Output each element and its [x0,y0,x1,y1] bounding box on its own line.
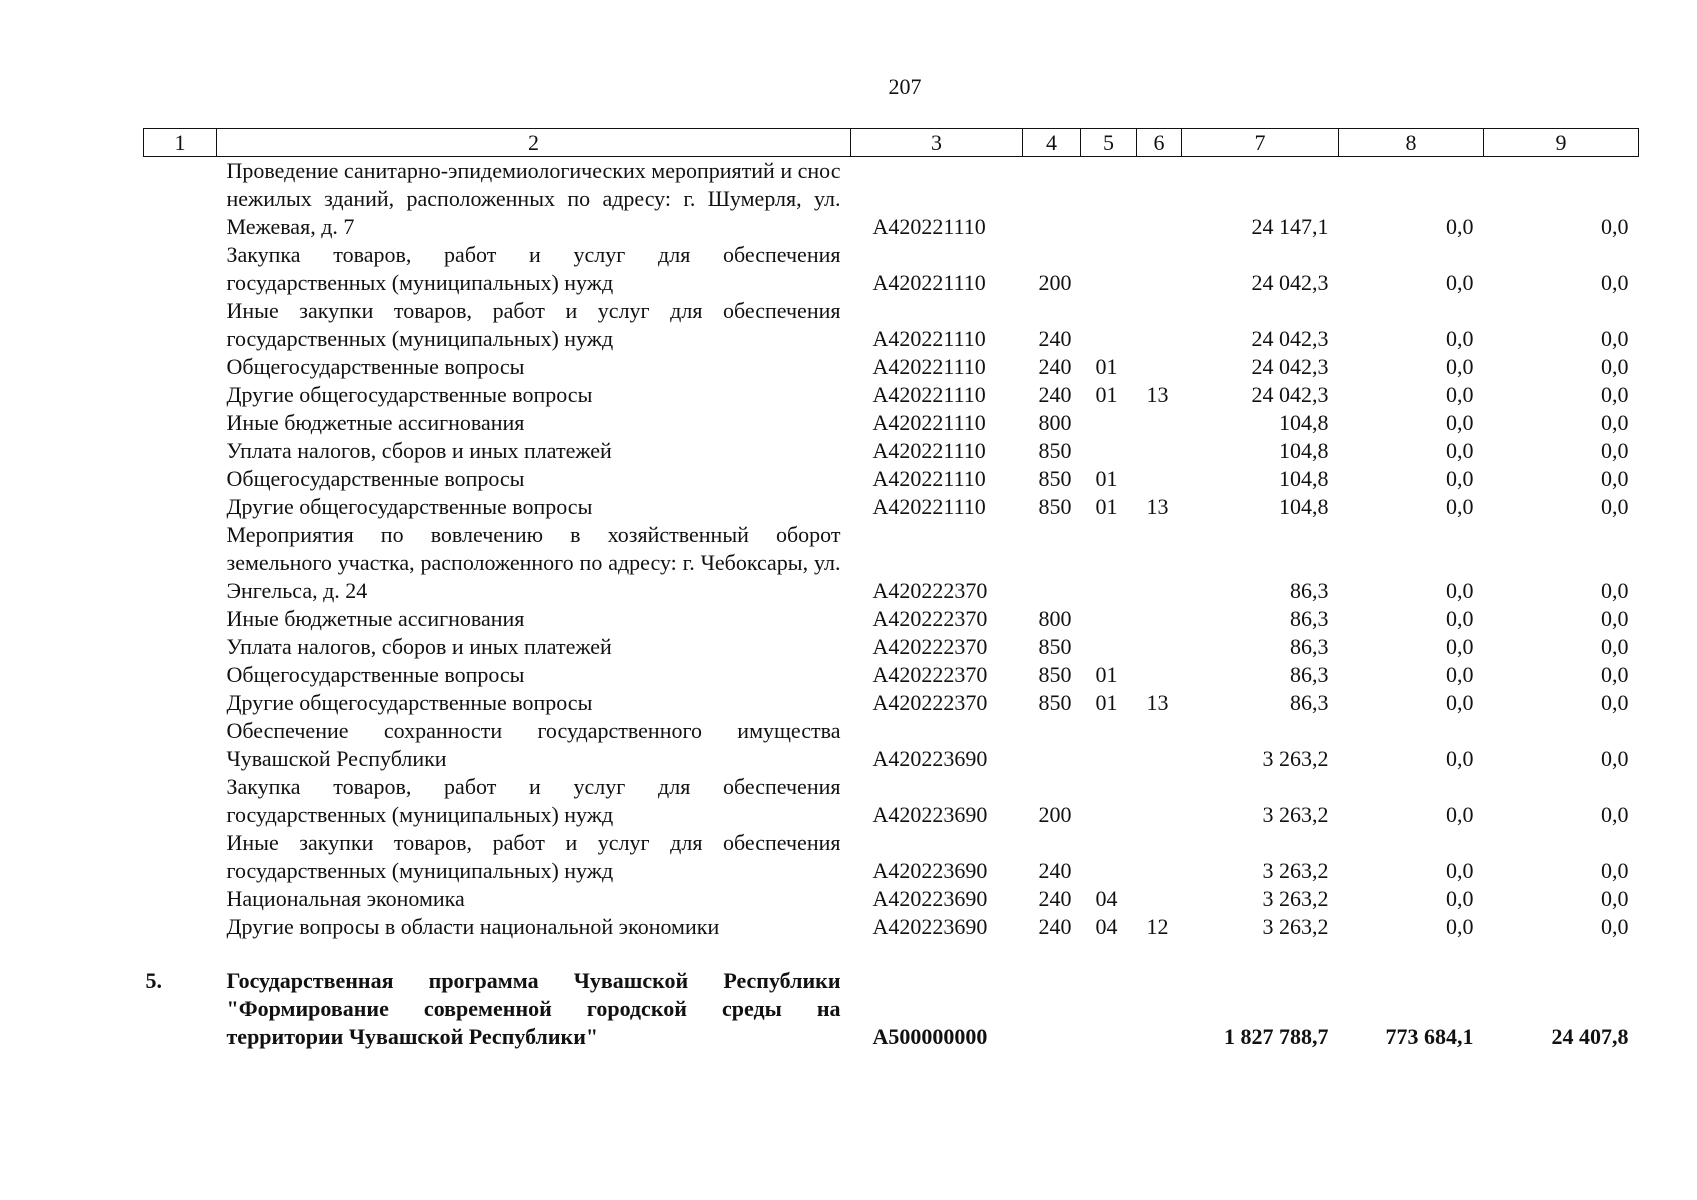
row-rz [1081,773,1137,829]
row-value-9: 0,0 [1601,438,1629,463]
row-value-7: 24 147,1 [1251,214,1329,239]
table-row [144,493,1639,521]
row-pr [1137,885,1182,913]
row-pr [1137,297,1182,353]
row-number [144,297,217,353]
row-value-9: 0,0 [1601,494,1629,519]
row-value-8: 0,0 [1446,634,1474,659]
spacer-row [144,941,1639,967]
table-row [144,297,1639,353]
row-code: A420223690 [872,914,988,939]
row-name: Уплата налогов, сборов и иных платежей [226,438,612,463]
row-code: A420223690 [872,858,988,883]
table-header [144,129,1639,157]
row-vr [1023,157,1081,242]
row-pr [1137,437,1182,465]
row-code: A420221110 [872,214,986,239]
table-row [144,381,1639,409]
row-value-7: 104,8 [1279,494,1329,519]
row-vr: 200 [1038,270,1072,295]
program-row [144,967,1639,1051]
row-name: Иные бюджетные ассигнования [226,606,525,631]
row-value-9: 0,0 [1601,914,1629,939]
table-row [144,913,1639,941]
row-name: Закупка товаров, работ и услуг для обеспечения государственных (муниципальных) нужд [226,774,841,827]
row-pr [1137,409,1182,437]
row-vr [1023,521,1081,605]
row-name: Другие общегосударственные вопросы [226,690,593,715]
row-pr [1137,353,1182,381]
column-header-9: 9 [1484,129,1639,157]
row-value-9: 0,0 [1601,326,1629,351]
row-vr: 240 [1038,326,1072,351]
row-code: A420222370 [872,634,988,659]
row-value-9: 0,0 [1601,214,1629,239]
table-row [144,829,1639,885]
table-row [144,409,1639,437]
row-number [144,885,217,913]
row-name: Закупка товаров, работ и услуг для обеспечения государственных (муниципальных) нужд [226,242,841,295]
program-number: 5. [145,968,162,993]
row-rz: 01 [1095,662,1118,687]
program-vr [1023,967,1081,1051]
header-row [144,129,1639,157]
row-name: Национальная экономика [226,886,465,911]
row-value-7: 86,3 [1290,606,1329,631]
row-rz: 04 [1095,886,1118,911]
row-rz [1081,297,1137,353]
row-value-8: 0,0 [1446,494,1474,519]
column-header-6: 6 [1137,129,1182,157]
row-pr [1137,465,1182,493]
row-value-8: 0,0 [1446,914,1474,939]
row-name: Обеспечение сохранности государственного имущества Чувашской Республики [226,718,841,771]
budget-table [143,128,1639,1051]
row-value-7: 104,8 [1279,410,1329,435]
row-rz [1081,241,1137,297]
page-number: 207 [888,74,922,99]
row-pr [1137,773,1182,829]
row-number [144,381,217,409]
row-code: A420221110 [872,438,986,463]
row-number [144,661,217,689]
row-rz [1081,605,1137,633]
program-pr [1137,967,1182,1051]
row-value-8: 0,0 [1446,746,1474,771]
row-value-8: 0,0 [1446,354,1474,379]
row-number [144,773,217,829]
row-value-8: 0,0 [1446,214,1474,239]
row-number [144,157,217,242]
row-name: Общегосударственные вопросы [226,466,525,491]
row-value-7: 104,8 [1279,466,1329,491]
row-value-8: 0,0 [1446,270,1474,295]
row-value-9: 0,0 [1601,634,1629,659]
row-pr [1137,829,1182,885]
table-row [144,885,1639,913]
row-value-8: 0,0 [1446,858,1474,883]
row-code: A420221110 [872,354,986,379]
row-pr: 12 [1146,914,1169,939]
row-code: A420222370 [872,690,988,715]
program-value-8: 773 684,1 [1385,1024,1474,1049]
table-row [144,689,1639,717]
row-value-8: 0,0 [1446,690,1474,715]
row-pr [1137,241,1182,297]
row-code: A420221110 [872,270,986,295]
row-rz: 01 [1095,494,1118,519]
table-body [144,157,1639,1052]
row-value-7: 24 042,3 [1251,354,1329,379]
program-rz [1081,967,1137,1051]
row-value-7: 3 263,2 [1262,746,1329,771]
program-code: A500000000 [872,1024,988,1049]
row-number [144,689,217,717]
row-value-7: 86,3 [1290,578,1329,603]
row-value-7: 3 263,2 [1262,886,1329,911]
column-header-3: 3 [851,129,1023,157]
row-number [144,437,217,465]
row-value-7: 86,3 [1290,690,1329,715]
column-header-5: 5 [1081,129,1137,157]
row-vr: 850 [1038,662,1072,687]
row-vr: 200 [1038,802,1072,827]
row-rz: 01 [1095,354,1118,379]
row-vr: 800 [1038,606,1072,631]
row-vr: 240 [1038,354,1072,379]
row-name: Другие общегосударственные вопросы [226,382,593,407]
row-code: A420223690 [872,802,988,827]
column-header-7: 7 [1182,129,1339,157]
row-value-9: 0,0 [1601,382,1629,407]
row-rz [1081,633,1137,661]
row-code: A420223690 [872,886,988,911]
row-rz [1081,409,1137,437]
table-row [144,437,1639,465]
row-number [144,241,217,297]
row-pr: 13 [1146,382,1169,407]
row-code: A420221110 [872,326,986,351]
row-value-7: 3 263,2 [1262,802,1329,827]
row-vr: 850 [1038,690,1072,715]
row-rz [1081,829,1137,885]
row-name: Другие общегосударственные вопросы [226,494,593,519]
row-pr: 13 [1146,690,1169,715]
row-number [144,409,217,437]
row-value-9: 0,0 [1601,886,1629,911]
row-value-8: 0,0 [1446,382,1474,407]
table-row [144,633,1639,661]
table-row [144,521,1639,605]
row-value-7: 86,3 [1290,634,1329,659]
row-pr [1137,633,1182,661]
row-value-7: 86,3 [1290,662,1329,687]
row-vr: 850 [1038,494,1072,519]
row-rz: 01 [1095,466,1118,491]
row-code: A420221110 [872,466,986,491]
row-name: Иные бюджетные ассигнования [226,410,525,435]
row-value-7: 104,8 [1279,438,1329,463]
row-value-8: 0,0 [1446,886,1474,911]
row-name: Проведение санитарно-эпидемиологических мероприятий и снос нежилых зданий, расположенных по адресу: г. Шумерля, ул. Межевая, д. 7 [226,158,841,239]
row-rz: 01 [1095,382,1118,407]
row-vr: 240 [1038,914,1072,939]
spacer-cell [144,941,1639,967]
row-value-8: 0,0 [1446,662,1474,687]
row-value-7: 24 042,3 [1251,270,1329,295]
row-vr: 850 [1038,634,1072,659]
row-number [144,465,217,493]
row-number [144,829,217,885]
row-code: A420221110 [872,410,986,435]
program-value-7: 1 827 788,7 [1224,1024,1329,1049]
program-name: Государственная программа Чувашской Республики "Формирование современной городской среды на территории Чувашской Республики" [226,968,841,1049]
row-value-8: 0,0 [1446,802,1474,827]
row-rz [1081,437,1137,465]
row-value-9: 0,0 [1601,662,1629,687]
row-value-7: 3 263,2 [1262,914,1329,939]
column-header-8: 8 [1339,129,1484,157]
row-rz [1081,157,1137,242]
row-value-8: 0,0 [1446,326,1474,351]
row-number [144,521,217,605]
row-pr [1137,157,1182,242]
row-pr [1137,521,1182,605]
row-name: Уплата налогов, сборов и иных платежей [226,634,612,659]
table-row [144,241,1639,297]
row-value-9: 0,0 [1601,606,1629,631]
row-code: A420221110 [872,494,986,519]
row-code: A420222370 [872,578,988,603]
row-number [144,493,217,521]
row-number [144,913,217,941]
row-code: A420222370 [872,662,988,687]
table-row [144,773,1639,829]
table-row [144,157,1639,242]
row-name: Общегосударственные вопросы [226,662,525,687]
table-row [144,605,1639,633]
column-header-4: 4 [1023,129,1081,157]
row-value-8: 0,0 [1446,578,1474,603]
row-value-9: 0,0 [1601,270,1629,295]
row-number [144,353,217,381]
row-number [144,633,217,661]
row-value-7: 3 263,2 [1262,858,1329,883]
column-header-2: 2 [217,129,851,157]
row-name: Иные закупки товаров, работ и услуг для обеспечения государственных (муниципальных) нужд [226,298,841,351]
row-value-9: 0,0 [1601,410,1629,435]
row-code: A420221110 [872,382,986,407]
row-name: Общегосударственные вопросы [226,354,525,379]
row-value-7: 24 042,3 [1251,326,1329,351]
row-value-7: 24 042,3 [1251,382,1329,407]
row-code: A420223690 [872,746,988,771]
row-value-9: 0,0 [1601,466,1629,491]
row-value-8: 0,0 [1446,410,1474,435]
row-name: Другие вопросы в области национальной экономики [226,914,720,939]
row-vr: 240 [1038,382,1072,407]
row-pr [1137,661,1182,689]
row-value-9: 0,0 [1601,578,1629,603]
row-pr: 13 [1146,494,1169,519]
row-rz: 04 [1095,914,1118,939]
row-name: Иные закупки товаров, работ и услуг для обеспечения государственных (муниципальных) нужд [226,830,841,883]
row-value-8: 0,0 [1446,606,1474,631]
row-value-9: 0,0 [1601,746,1629,771]
table-row [144,661,1639,689]
row-code: A420222370 [872,606,988,631]
table-row [144,717,1639,773]
row-value-9: 0,0 [1601,802,1629,827]
row-vr: 850 [1038,438,1072,463]
row-pr [1137,717,1182,773]
row-value-8: 0,0 [1446,438,1474,463]
row-value-9: 0,0 [1601,354,1629,379]
row-vr: 240 [1038,858,1072,883]
column-header-1: 1 [144,129,217,157]
row-value-9: 0,0 [1601,858,1629,883]
row-number [144,605,217,633]
row-rz [1081,717,1137,773]
table-row [144,465,1639,493]
row-value-8: 0,0 [1446,466,1474,491]
row-name: Мероприятия по вовлечению в хозяйственный оборот земельного участка, расположенного по адресу: г. Чебоксары, ул. Энгельса, д. 24 [226,522,841,603]
row-vr: 800 [1038,410,1072,435]
row-pr [1137,605,1182,633]
program-value-9: 24 407,8 [1551,1024,1629,1049]
table-row [144,353,1639,381]
row-vr: 850 [1038,466,1072,491]
row-rz: 01 [1095,690,1118,715]
row-rz [1081,521,1137,605]
row-value-9: 0,0 [1601,690,1629,715]
row-vr: 240 [1038,886,1072,911]
row-number [144,717,217,773]
row-vr [1023,717,1081,773]
